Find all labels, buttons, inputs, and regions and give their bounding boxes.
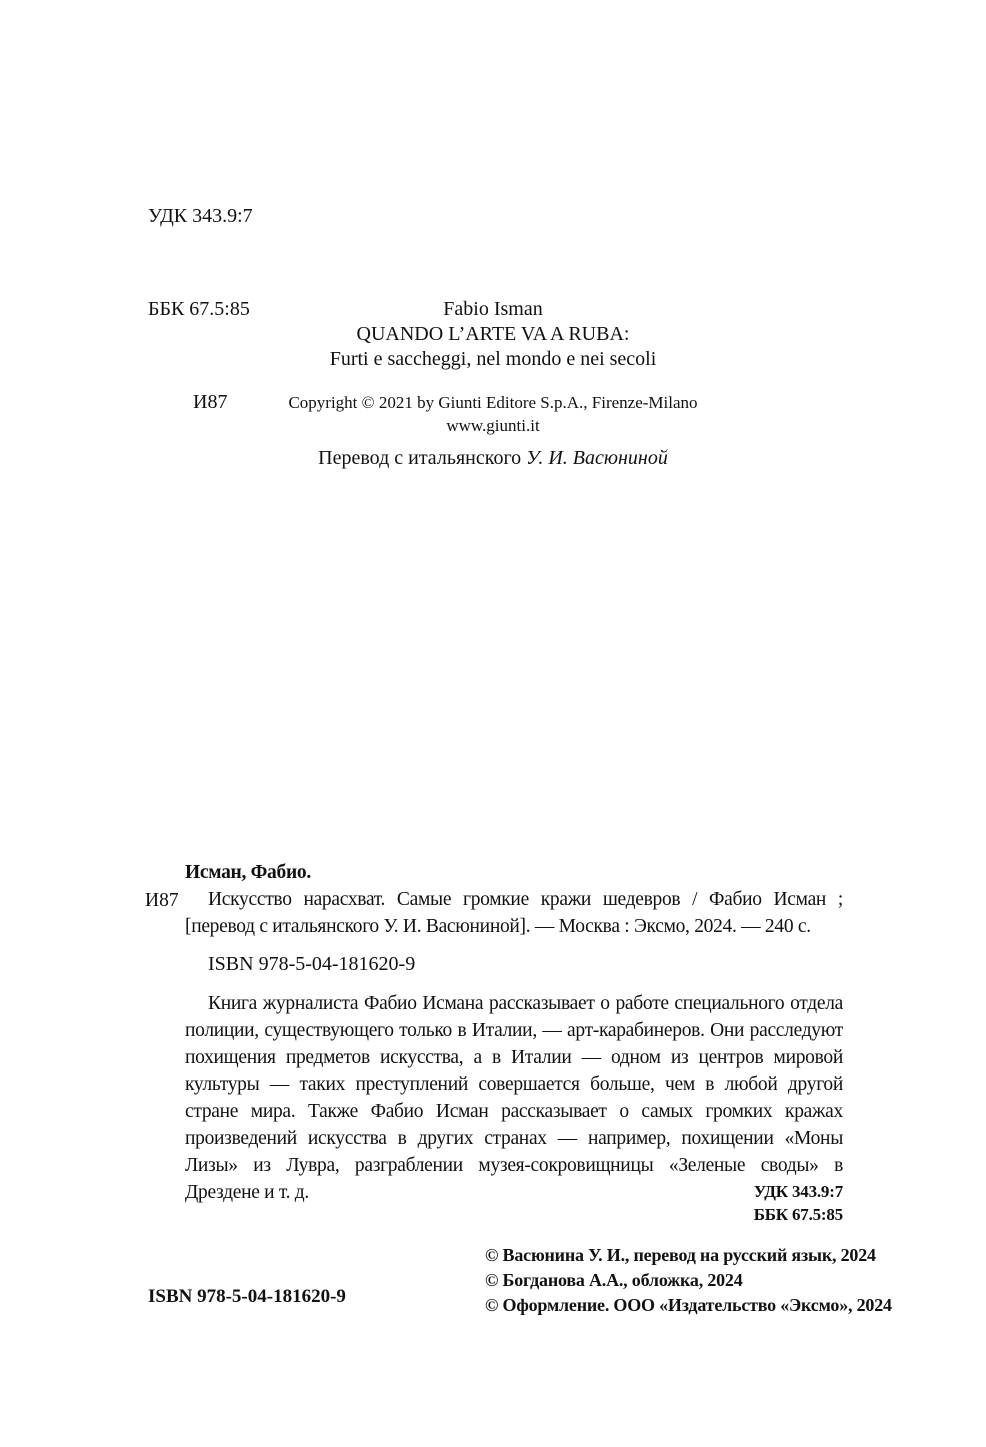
udk-code: УДК 343.9:7 [148,205,253,227]
copyright-notices [485,1243,892,1318]
catalog-isbn: ISBN 978-5-04-181620-9 [208,953,416,975]
bbk-code-bottom: ББК 67.5:85 [753,1205,843,1224]
catalog-author-heading: Исман, Фабио. [185,862,311,883]
udk-code-bottom: УДК 343.9:7 [753,1182,843,1201]
bottom-classification-codes [754,1180,843,1226]
translator-name: У. И. Васюниной [526,447,668,469]
publisher-website: www.giunti.it [446,416,540,435]
original-subtitle: Furti e saccheggi, nel mondo e nei secoli [329,348,657,370]
copyright-design: © Оформление. ООО «Издательство «Эксмо», 2024 [485,1295,892,1315]
bbk-code: ББК 67.5:85 [148,298,250,320]
author-sign-code: И87 [193,391,228,413]
original-edition-block [0,297,986,372]
catalog-author-sign: И87 [145,890,179,911]
original-title: QUANDO L’ARTE VA A RUBA: [356,323,630,345]
copyright-cover: © Богданова А.А., обложка, 2024 [485,1270,743,1290]
copyright-translator: © Васюнина У. И., перевод на русский язык, 2024 [485,1245,876,1265]
translation-credit-line [0,447,986,470]
catalog-description: Искусство нарасхват. Самые громкие кражи шедевров / Фабио Исман ; [перевод с итальянского У. И. Васюниной]. — Москва : Эксмо, 2024. — 240 с. [185,889,843,937]
book-annotation: Книга журналиста Фабио Исмана рассказывает о работе специального отдела полиции, существующего только в Италии, — арт-карабинеров. Они расследуют похищения предметов искусства, а в Италии — одном из центров мировой культуры — таких преступлений совершается больше, чем в любой другой стране мира. Также Фабио Исман рассказывает о самых громких кражах произведений искусства в других странах — например, похищении «Моны Лизы» из Лувра, разграблении музея-сокровищницы «Зеленые своды» в Дрездене и т. д. [185,993,843,1203]
original-author: Fabio Isman [443,298,543,320]
original-copyright-block [0,391,986,437]
translation-prefix: Перевод с итальянского [318,447,527,469]
original-copyright-line: Copyright © 2021 by Giunti Editore S.p.A., Firenze-Milano [288,393,698,412]
catalog-card-block [145,859,843,1206]
footer-isbn: ISBN 978-5-04-181620-9 [148,1286,346,1307]
